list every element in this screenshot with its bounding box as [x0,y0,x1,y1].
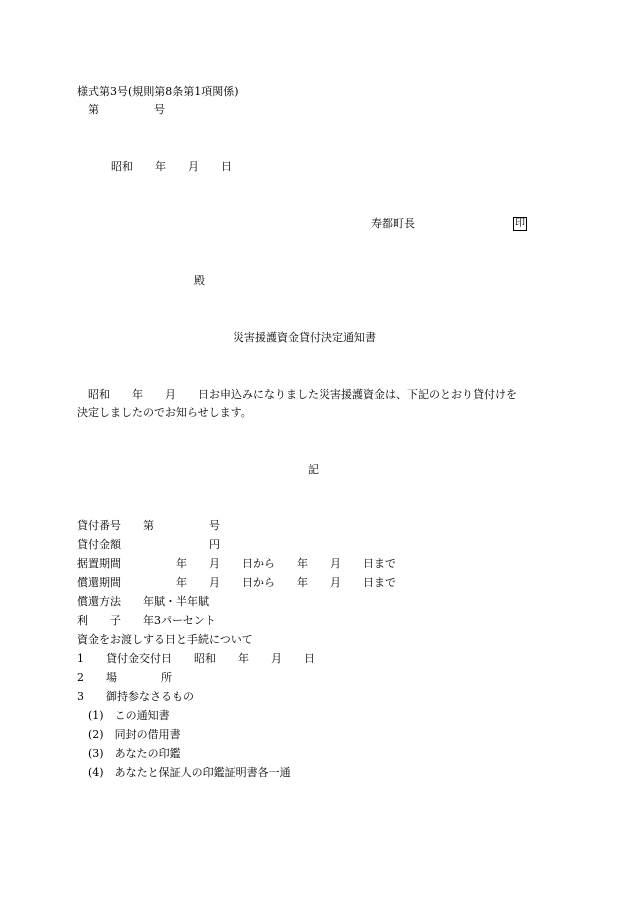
item-delivery-date: 1 貸付金交付日 昭和 年 月 日 [77,652,315,665]
seal-label: 印 [515,218,525,229]
seal-mark [513,217,527,231]
item-things-to-bring: 3 御持参なさるもの [77,690,194,703]
sub-item: (3) あなたの印鑑 [88,747,181,760]
ki-heading: 記 [308,463,319,476]
form-id: 様式第3号(規則第8条第1項関係) [77,85,239,98]
recipient-honorific: 殿 [194,274,205,287]
item-loan-number: 貸付番号 第 号 [77,519,220,532]
item-repayment-period: 償還期間 年 月 日から 年 月 日まで [77,576,396,589]
issuer-name: 寿都町長 [371,217,415,230]
sub-item: (4) あなたと保証人の印鑑証明書各一通 [88,766,291,779]
item-loan-amount: 貸付金額 円 [77,538,220,551]
item-procedure-heading: 資金をお渡しする日と手続について [77,633,253,646]
document-title: 災害援護資金貸付決定通知書 [233,331,376,344]
item-interest: 利 子 年3パーセント [77,614,216,627]
body-line-2: 決定しましたのでお知らせします。 [77,406,252,419]
body-line-1: 昭和 年 月 日お申込みになりました災害援護資金は、下記のとおり貸付けを [88,388,517,401]
item-repayment-method: 償還方法 年賦・半年賦 [77,595,209,608]
issue-date-line: 昭和 年 月 日 [111,160,232,173]
sub-item: (2) 同封の借用書 [88,728,181,741]
item-grace-period: 据置期間 年 月 日から 年 月 日まで [77,557,396,570]
document-number-line: 第 号 [88,103,165,116]
item-place: 2 場 所 [77,671,172,684]
sub-item: (1) この通知書 [88,709,170,722]
